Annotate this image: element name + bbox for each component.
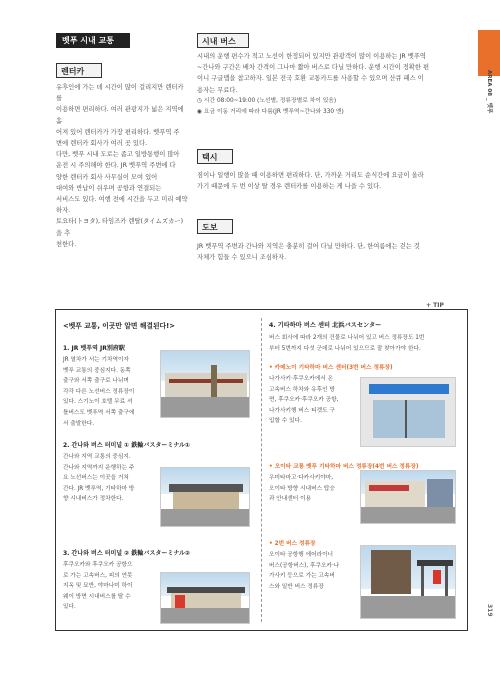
item-1-line: 각각 다른 노선버스 정류장이 xyxy=(63,388,135,395)
item-1-line: 출구와 서쪽 출구로 나뉘며 xyxy=(63,378,129,385)
sub-2-line: 우미타마고·다카사키야마, xyxy=(269,475,334,481)
item-4-intro-line: 버스 회사에 따라 2개의 건물로 나뉘어 있고 버스 정류장도 1번 xyxy=(269,335,425,341)
shelter-post xyxy=(445,566,448,600)
item-1-line: 있다. 스기노이 호텔 무료 셔 xyxy=(63,399,133,406)
item-2-line: 간나와 지역 교통의 중심지. xyxy=(63,454,131,460)
rentacar-line: 다만, 벳푸 시내 도로는 좁고 일방통행이 많아 xyxy=(56,151,180,159)
rentacar-line: 양한 렌터카 회사 사무실이 모여 있어 xyxy=(56,173,158,181)
page-number xyxy=(485,604,495,617)
shelter-post xyxy=(421,566,424,600)
item-1-line: 틀버스도 벳푸역 서쪽 출구에 xyxy=(63,409,135,416)
item-3-line: 후쿠오카와 후쿠오카 공항으 xyxy=(63,562,133,568)
item-2-line: 요 노선버스는 이곳을 거쳐 xyxy=(63,475,129,482)
bus-line: ~간나와 구간은 배차 간격이 그나마 짧아 버스로 다닐 만하다. 운행 시간이 정확한 편 xyxy=(197,64,430,72)
item-1-body xyxy=(63,355,158,429)
photo-ground xyxy=(361,596,455,618)
walk-line: 자체가 힘들 수 있으니 조심하자. xyxy=(197,254,287,262)
item-4-title: 4. 기타하마 버스 센터 北浜バスセンター xyxy=(269,322,382,329)
blue-sign xyxy=(369,384,449,394)
item-3-title: 3. 간나와 버스 터미널 ② 鉄輪バスターミナル② xyxy=(63,550,191,557)
area-label-text: AREA 08 _ 벳푸 xyxy=(486,70,492,114)
rentacar-line: 토요타(トヨタ), 타임즈카 렌탈(タイムズカー)을 추 xyxy=(56,218,184,237)
item-1-line: 벳푸 교통의 중심지다. 동쪽 xyxy=(63,367,131,374)
item-4-intro xyxy=(269,333,464,354)
sub-1-line: 고속버스 하차와 유후인 방 xyxy=(269,386,335,393)
photo-ground xyxy=(161,397,249,417)
clock-icon: ◷ xyxy=(197,97,204,104)
sub-3-line: 버스(공항버스), 후쿠오카·나 xyxy=(269,562,340,569)
sub-1-label: • 카메노이 기타하마 버스 센터(3번 버스 정류장) xyxy=(269,365,393,371)
sub-2-body xyxy=(269,473,364,505)
taxi-line: 짐이나 일행이 많을 때 이용하면 편리하다. 단, 가까운 거리도 순식간에 요금이 올라 xyxy=(197,172,424,179)
rentacar-line: 이용하면 편리하다. 여러 관광지가 넓은 지역에 흩 xyxy=(56,106,184,125)
bus-line: 시내의 운행 편수가 적고 노선이 한정되어 있지만 관광객이 많이 이용하는 JR 벳푸역 xyxy=(197,53,426,60)
rentacar-line: 유후인에 가는 데 시간이 많이 걸리지만 렌터카를 xyxy=(56,84,184,103)
sub-1-line: 나가사키행 버스 티켓도 구 xyxy=(269,407,335,414)
sub-1-body xyxy=(269,374,364,427)
sub-3-line: 스와 일반 버스 정류장 xyxy=(269,583,324,590)
sub-1-line: 면, 후쿠오카·후쿠오카 공항, xyxy=(269,397,339,404)
taxi-line: 가기 때문에 두 번 이상 탈 경우 렌터카를 이용하는 게 나을 수 있다. xyxy=(197,183,382,191)
page-number-text: 319 xyxy=(486,604,493,617)
photo-ground xyxy=(161,509,249,526)
walk-body xyxy=(197,241,465,263)
terminal-roof xyxy=(169,484,243,492)
bus-fare-text: 요금 이동 거리에 따라 다름(JR 벳푸역~간나와 330 엔) xyxy=(203,109,344,116)
item-3-line: 웨이 방면 시내버스를 탈 수 xyxy=(63,593,131,600)
item-1-title: 1. JR 벳푸역 JR別府駅 xyxy=(63,345,125,352)
area-label xyxy=(484,70,496,130)
item-1-line: JR 열차가 서는 기차역이자 xyxy=(63,357,129,363)
bus-body xyxy=(197,51,465,118)
rentacar-line: 어져 있어 렌터카가 가장 편리하다. 벳푸역 주 xyxy=(56,128,180,136)
bus-stop-sign xyxy=(433,570,441,584)
item-3-line: 지옥 및 묘반, 야마나미 하이 xyxy=(63,583,133,590)
photo-ground xyxy=(361,507,455,523)
item-2-line: 향 시내버스가 정차한다. xyxy=(63,496,124,503)
coin-icon: ◉ xyxy=(197,109,204,116)
sub-1-line: 나가사키·후쿠오카에서 온 xyxy=(269,376,334,382)
bus-stop-2-photo xyxy=(360,545,456,619)
kamenoi-bus-center-photo xyxy=(360,377,456,447)
rentacar-line: 천한다. xyxy=(56,240,77,248)
item-3-line: 있다. xyxy=(63,604,76,611)
item-1-line: 서 출발한다. xyxy=(63,420,95,427)
bus-fare xyxy=(197,107,465,118)
statue xyxy=(211,365,217,399)
item-2-body xyxy=(63,452,158,505)
taxi-body xyxy=(197,170,465,192)
tall-building xyxy=(427,479,453,509)
item-2-line: 간다. JR 벳푸역, 기타하마 방 xyxy=(63,485,135,492)
kannawa-terminal-2-photo xyxy=(160,572,250,624)
station-roof xyxy=(169,379,243,383)
sub-3-label: • 2번 버스 정류장 xyxy=(269,541,316,547)
rentacar-line: 대여와 반납이 쉬우며 공항과 연결되는 xyxy=(56,184,162,192)
item-3-line: 로 가는 고속버스, 피의 연못 xyxy=(63,572,133,579)
walk-heading: 도보 xyxy=(197,219,233,234)
door-frame xyxy=(405,400,407,438)
item-2-title: 2. 간나와 버스 터미널 ① 鉄輪バスターミナル① xyxy=(63,442,191,449)
kannawa-terminal-1-photo xyxy=(160,467,250,527)
tip-tag: + TIP xyxy=(423,302,447,309)
item-3-body xyxy=(63,560,158,613)
tip-divider xyxy=(261,318,262,622)
shop-sign xyxy=(369,485,409,491)
sub-3-line: 가사키 등으로 가는 고속버 xyxy=(269,573,335,580)
sub-2-label: • 오이타 교통 벳푸 기타하마 버스 정류장(4번 버스 정류장) xyxy=(269,464,419,470)
rentacar-line: 운전 시 주의해야 한다. JR 벳푸역 주변에 다 xyxy=(56,162,176,170)
bus-heading: 시내 버스 xyxy=(197,33,249,48)
bus-line: 이니 구글맵을 참고하자. 일본 전국 호환 교통카드를 사용할 수 있으며 산큐 패스 이 xyxy=(197,75,424,83)
sub-1-line: 입할 수 있다. xyxy=(269,418,302,425)
bus-hours xyxy=(197,96,465,107)
shelter-building xyxy=(371,550,411,594)
item-2-line: 간나와 지역까지 운행하는 주 xyxy=(63,464,135,471)
rentacar-body xyxy=(56,82,188,250)
rentacar-line: 서비스도 있다. 여행 전에 시간을 두고 미리 예약하자. xyxy=(56,196,188,215)
bus-line: 용자는 무료다. xyxy=(197,86,238,94)
bus-hours-text: 시간 08:00~19:00 (노선별, 정류장별로 차이 있음) xyxy=(203,97,337,104)
taxi-heading: 택시 xyxy=(197,149,233,164)
sub-3-line: 오이타 공항행 에어라이너 xyxy=(269,552,334,558)
red-sign xyxy=(175,595,185,609)
rentacar-line: 변에 렌터카 회사가 여러 곳 있다. xyxy=(56,140,148,148)
photo-ground xyxy=(161,608,249,623)
rentacar-heading: 렌터카 xyxy=(56,63,102,78)
sub-2-line: 오이타 방향 시내버스 탑승 xyxy=(269,485,335,492)
sub-3-body xyxy=(269,550,364,592)
sub-2-line: 과 안내센터 이용 xyxy=(269,496,312,503)
glass-front xyxy=(373,400,445,438)
oita-kotsu-stop-photo xyxy=(360,470,456,524)
section-title: 벳푸 시내 교통 xyxy=(56,33,130,48)
item-4-intro-line: 부터 5번까지 다섯 군데로 나뉘어 있으므로 잘 찾아가야 한다. xyxy=(269,345,421,352)
walk-line: JR 벳푸역 주변과 간나와 지역은 충분히 걸어 다닐 만하다. 단, 한여름에는 걷는 것 xyxy=(197,243,420,250)
beppu-station-photo xyxy=(160,350,250,418)
tip-title: <벳푸 교통, 이곳만 알면 해결된다!> xyxy=(63,322,175,330)
